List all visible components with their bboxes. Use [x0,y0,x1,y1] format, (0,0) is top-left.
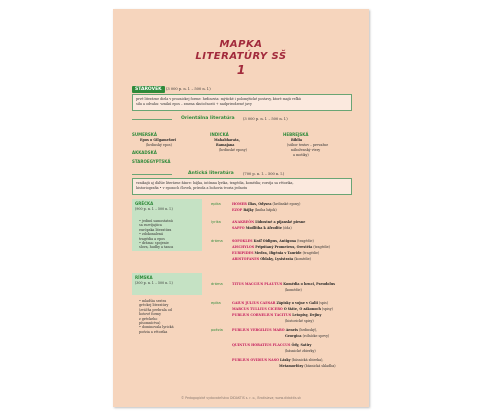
hebrew-work: Biblia [291,138,302,142]
hebrew-d1: (súbor textov – prevažne [287,143,329,147]
starovek-desc-1: prvé literárne diela v prozaickej forme: hrdinovia: mýtické i polomýtické postavy, ktoré majú veľkú [136,97,301,101]
work-tacitus: PUBLIUS CORNELIUS TACITUS Letopisy, Dejiny [232,313,322,317]
work-ezop: EZOP Bájky (kniha bájok) [232,208,277,212]
roman-name: RÍMSKA [135,275,153,280]
greek-bullets [139,219,173,250]
starovek-label: STAROVEK [132,86,165,93]
divider [132,119,172,120]
india-work2: Ramajana [216,143,235,147]
sumer-name: SUMERSKÁ [132,132,157,137]
divider [132,174,172,175]
work-caesar: GAIUS JULIUS CAESAR Zápisky o vojne v Galii (spis) [232,301,329,305]
work-cicero: MARCUS TULLIUS CICERO O štáte, O zákonoch (spisy) [232,307,333,311]
roman-bullet: hotové formy [139,312,162,317]
roman-bullets [139,299,174,334]
hebrew-name: HEBREJSKÁ [283,132,309,137]
roman-bullet: poézia a rétorika [139,329,168,334]
greek-bullet: tragédia a epos [139,236,165,241]
work-tacitus-note: (historické spisy) [285,319,314,323]
antic-desc-2: historiografia • v eposoch človek, príroda a bohovia tvoria jednotu [136,186,248,190]
greek-range: (900 p. n. l. – 500 n. l.) [135,207,173,211]
roman-bullet: (zväčša prebrala od [139,307,172,312]
sumer-work: Epos o Gilgamešovi [140,138,176,142]
orient-range: (3 000 p. n. l. – 500 n. l.) [243,117,288,121]
antic-desc-1: vznikajú aj ďalšie literárne žánre: bájka, intímna lyrika, tragédia, komédia; rozvíja sa rétorika, [136,181,294,185]
genre-drama-roman: dráma [211,282,223,286]
literature-map-card [113,9,369,407]
title-number: 1 [236,63,246,77]
work-aristofanes: ARISTOFANES Oblaky, Lysistrata (komédie) [232,257,311,261]
work-anakreon: ANAKREÓN Ľúbostné a pijanské piesne [232,220,306,224]
work-vergilius: PUBLIUS VERGILIUS MARO Aeneis (hrdinský), [232,328,318,332]
hebrew-d2: náboženský vtery [291,148,321,152]
work-euripides: EURIPIDES Medea, Ifigénia v Tauride (tragédie) [232,251,320,255]
roman-bullet: • mladšia sestra [139,299,167,303]
work-georgica: Georgica (roľnícke spevy) [285,334,330,338]
genre-epika-roman: epika [211,301,221,305]
sumer-kind: (hrdinský epos) [146,143,172,147]
egypt-name: STAROEGYPTSKÁ [132,159,171,164]
roman-bullet: písomníctva) [139,321,161,326]
starovek-range: (3 000 p. n. l. – 500 n. l.) [166,87,211,91]
greek-bullet: sa rozvíjajúca [139,223,162,228]
work-metamorfozy: Metamorfózy (básnická skladba) [279,364,336,368]
work-horatius: QUINTUS HORATIUS FLACCUS Ódy, Satiry [232,343,312,347]
title-line1: MAPKA [219,39,263,50]
roman-bullet: z gréckeho [139,316,158,321]
roman-bullet: gréckej literatúry [139,303,169,308]
antic-head: Antická literatúra [188,171,234,176]
genre-epika: epika [211,202,221,206]
work-ovidius: PUBLIUS OVIDIUS NASO Lásky (básnická zbierka), [232,358,324,362]
work-plautus: TITUS MACCIUS PLAUTUS Komédia o hrnci, Pseudolus [232,282,335,286]
genre-lyrika: lyrika [211,220,221,224]
roman-bullet: • dominovala lyrická [139,325,174,330]
work-sofokles: SOFOKLES Kráľ Oidipus, Antigona (tragédie) [232,239,314,243]
india-works: Mahabharata, [214,138,240,142]
greek-bullet: • jedinú samostatnú [139,219,173,223]
greek-bullet: • zdokonalená [139,232,163,237]
hebrew-d3: a motiky) [293,153,309,157]
greek-name: GRÉCKA [135,201,154,206]
india-name: INDICKÁ [210,132,229,137]
roman-range: (300 p. n. l. – 500 n. l.) [135,281,173,285]
india-kind: (hrdinské eposy) [219,148,247,152]
work-horatius-note: (básnické zbierky) [285,349,316,353]
akkad-name: AKKADSKÁ [132,150,157,155]
footer-copyright: © Pedagogické vydavateľstvo DIDAKTIS s. r. o., Bratislava; www.didaktis.sk [180,396,302,400]
genre-poezia: poézia [211,328,223,332]
genre-drama: dráma [211,239,223,243]
work-sapfo: SAPFO Modlitba k Afrodite (óda) [232,226,292,230]
title-line2: LITERATÚRY SŠ [195,51,287,62]
antic-range: (700 p. n. l. – 500 n. l.) [243,172,285,176]
greek-bullet: slova, hudby a tanca [139,245,174,250]
work-aischylos: AISCHYLOS Pripútaný Prometeus, Orestéia (tragédie) [232,245,330,249]
orient-head: Orientálna literatúra [181,116,235,121]
work-homer: HOMER Ilias, Odysea (hrdinské eposy) [232,202,301,206]
greek-bullet: európska literatúra [139,227,172,232]
starovek-desc-2: silu a odvahu: vznikú epos – zmena skutočnosti + nadprirodzené javy [136,102,252,106]
work-plautus-note: (komédie) [285,288,302,292]
greek-bullet: • dráma: spojenie [139,241,169,246]
